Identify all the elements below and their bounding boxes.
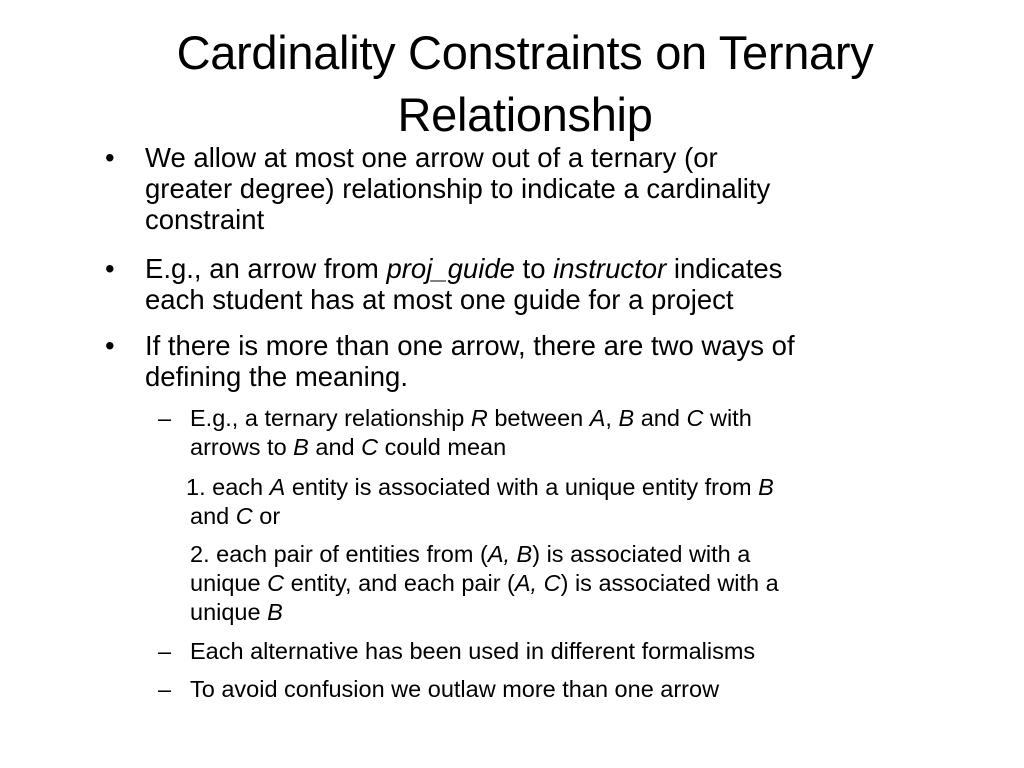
sub-bullet-item — [158, 675, 930, 704]
sub-bullet-line: To avoid confusion we outlaw more than one arrow — [190, 676, 720, 702]
bullet-item — [105, 253, 945, 315]
sub-bullet-line: arrows to B and C could mean — [190, 434, 507, 460]
numbered-item — [186, 473, 930, 531]
bullet-marker: • — [105, 142, 115, 173]
bullet-line: defining the meaning. — [145, 361, 408, 392]
bullet-line: E.g., an arrow from proj_guide to instructor indicates — [145, 253, 783, 284]
sub-bullet-line: Each alternative has been used in different formalisms — [190, 638, 756, 664]
bullet-marker: • — [105, 330, 115, 361]
bullet-line: We allow at most one arrow out of a ternary (or — [145, 142, 718, 173]
bullet-item — [105, 142, 945, 235]
sub-bullet-item — [158, 404, 930, 462]
numbered-item — [190, 540, 930, 627]
numbered-item-line: unique C entity, and each pair (A, C) is associated with a — [190, 570, 779, 596]
bullet-line: greater degree) relationship to indicate a cardinality — [145, 173, 771, 204]
sub-bullet-item — [158, 637, 930, 666]
bullet-line: each student has at most one guide for a project — [145, 284, 734, 315]
slide-title-line-1: Cardinality Constraints on Ternary — [176, 26, 874, 79]
bullet-marker: • — [105, 253, 115, 284]
sub-bullet-marker: – — [158, 638, 172, 664]
sub-bullet-marker: – — [158, 405, 172, 431]
bullet-line: If there is more than one arrow, there are two ways of — [145, 330, 795, 361]
emphasis-text: proj_guide — [386, 253, 515, 284]
slide-title — [60, 22, 990, 146]
bullet-item — [105, 330, 945, 392]
numbered-item-line: and C or — [190, 503, 281, 529]
slide-title-line-2: Relationship — [397, 88, 653, 141]
emphasis-text: instructor — [553, 253, 667, 284]
bullet-line: constraint — [145, 204, 265, 235]
sub-bullet-marker: – — [158, 676, 172, 702]
numbered-item-line: 1. each A entity is associated with a unique entity from B — [186, 474, 774, 500]
numbered-item-line: unique B — [190, 599, 283, 625]
sub-bullet-line: E.g., a ternary relationship R between A, B and C with — [190, 405, 752, 431]
numbered-item-line: 2. each pair of entities from (A, B) is associated with a — [190, 541, 751, 567]
